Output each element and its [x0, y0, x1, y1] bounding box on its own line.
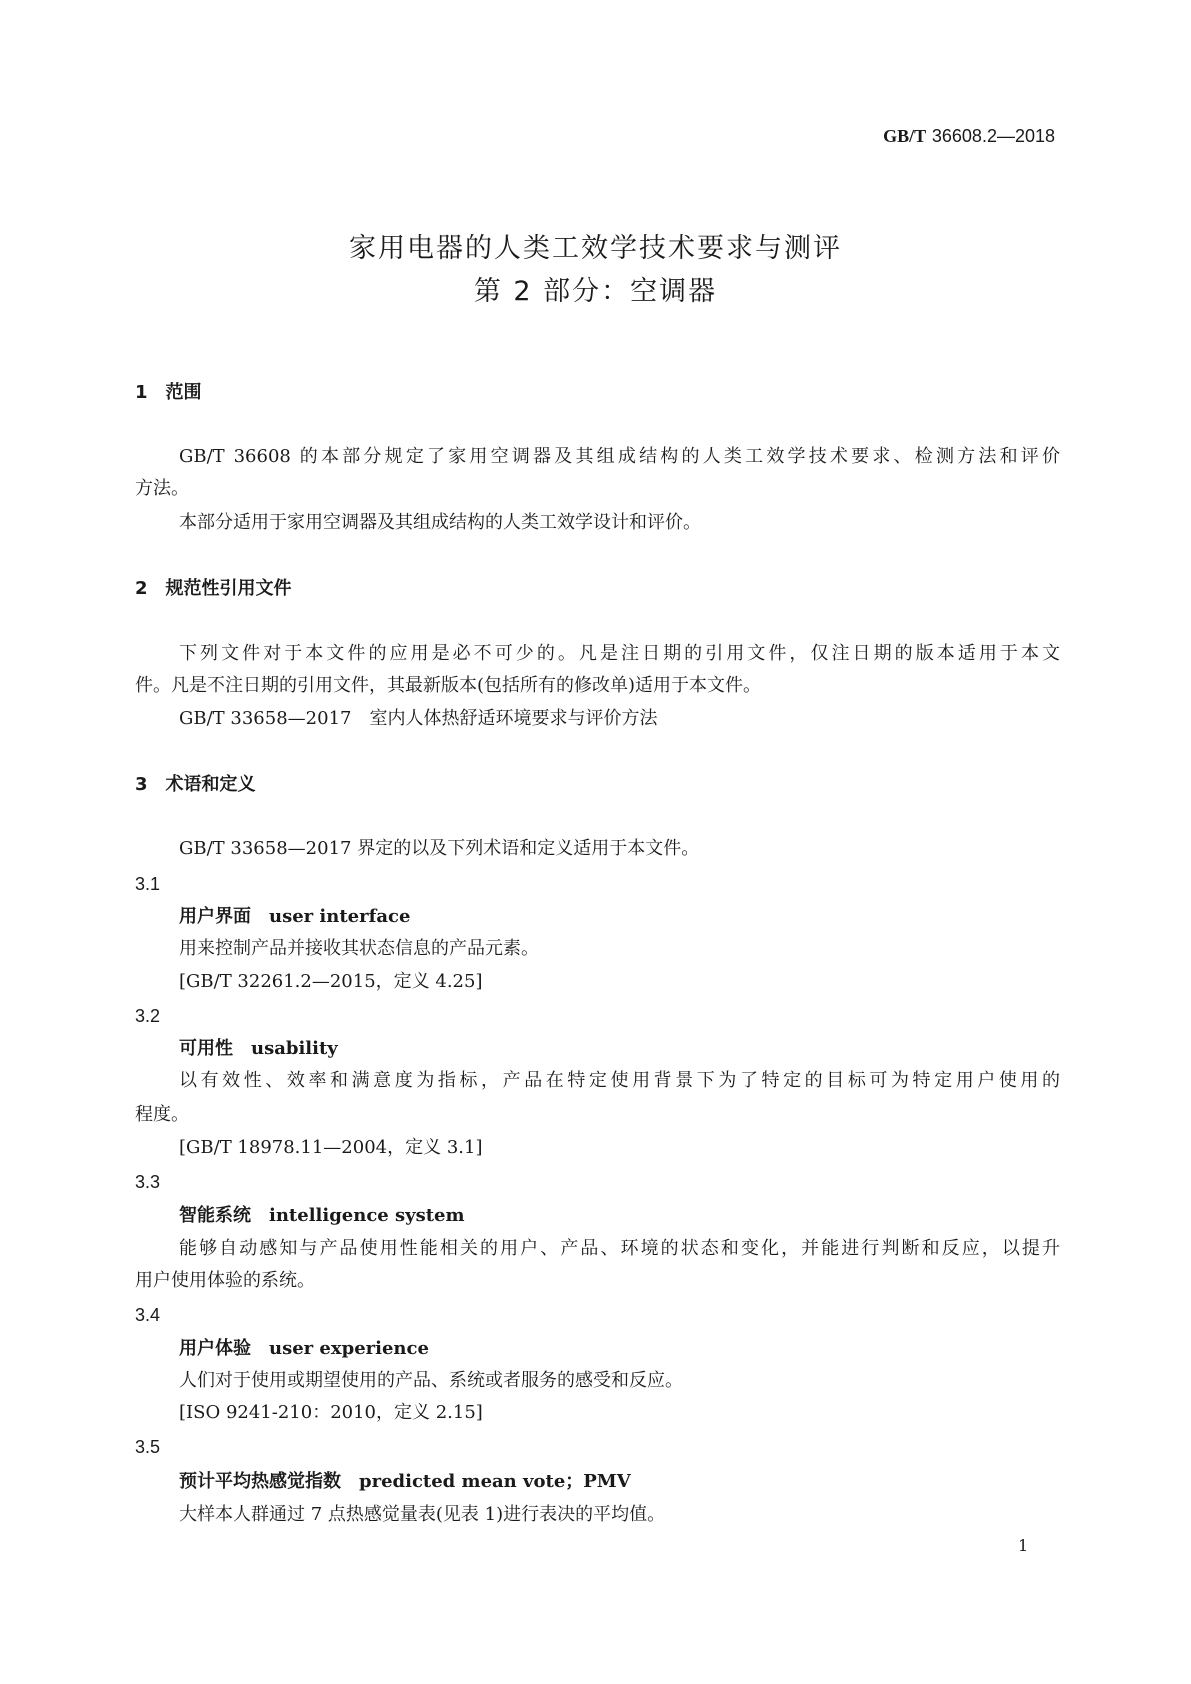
- term-definition: 程度。: [135, 1104, 189, 1125]
- term-title: 智能系统 intelligence system: [179, 1205, 465, 1226]
- term-title: 预计平均热感觉指数 predicted mean vote；PMV: [179, 1471, 631, 1492]
- term-title: 可用性 usability: [179, 1038, 338, 1059]
- term-definition: 用户使用体验的系统。: [135, 1270, 315, 1291]
- doc-title: 家用电器的人类工效学技术要求与测评: [349, 233, 842, 264]
- paragraph-line: 下列文件对于本文件的应用是必不可少的。凡是注日期的引用文件，仅注日期的版本适用于本文: [179, 643, 1060, 664]
- term-title: 用户体验 user experience: [179, 1338, 429, 1359]
- term-definition: 人们对于使用或期望使用的产品、系统或者服务的感受和反应。: [179, 1370, 683, 1391]
- term-definition: 用来控制产品并接收其状态信息的产品元素。: [179, 938, 539, 959]
- section-2-heading: 2 规范性引用文件: [135, 578, 292, 599]
- term-number: 3.4: [135, 1305, 161, 1325]
- paragraph-line: GB/T 36608 的本部分规定了家用空调器及其组成结构的人类工效学技术要求、检测方法和评价: [179, 446, 1060, 467]
- term-definition: 大样本人群通过 7 点热感觉量表(见表 1)进行表决的平均值。: [179, 1504, 666, 1525]
- term-number: 3.3: [135, 1172, 161, 1192]
- std-prefix: GB/T: [883, 126, 927, 146]
- page-number: 1: [1018, 1536, 1029, 1555]
- term-number: 3.1: [135, 874, 161, 894]
- term-source: [GB/T 18978.11—2004，定义 3.1]: [179, 1137, 483, 1158]
- term-source: [ISO 9241-210：2010，定义 2.15]: [179, 1402, 483, 1423]
- term-definition: 以有效性、效率和满意度为指标，产品在特定使用背景下为了特定的目标可为特定用户使用的: [179, 1070, 1060, 1091]
- normative-reference: GB/T 33658—2017 室内人体热舒适环境要求与评价方法: [179, 708, 658, 729]
- term-number: 3.5: [135, 1437, 161, 1457]
- term-number: 3.2: [135, 1006, 161, 1026]
- std-number: 36608.2—2018: [931, 126, 1055, 146]
- doc-subtitle: 第 2 部分：空调器: [473, 276, 718, 307]
- term-title: 用户界面 user interface: [179, 906, 411, 927]
- paragraph: 本部分适用于家用空调器及其组成结构的人类工效学设计和评价。: [179, 512, 701, 533]
- standard-number: [883, 126, 1055, 147]
- paragraph: GB/T 33658—2017 界定的以及下列术语和定义适用于本文件。: [179, 838, 700, 859]
- section-3-heading: 3 术语和定义: [135, 774, 256, 795]
- term-source: [GB/T 32261.2—2015，定义 4.25]: [179, 971, 483, 992]
- term-definition: 能够自动感知与产品使用性能相关的用户、产品、环境的状态和变化，并能进行判断和反应，以提升: [179, 1238, 1060, 1259]
- section-1-heading: 1 范围: [135, 382, 202, 403]
- paragraph-line: 方法。: [135, 478, 189, 499]
- paragraph-line: 件。凡是不注日期的引用文件，其最新版本(包括所有的修改单)适用于本文件。: [135, 675, 762, 696]
